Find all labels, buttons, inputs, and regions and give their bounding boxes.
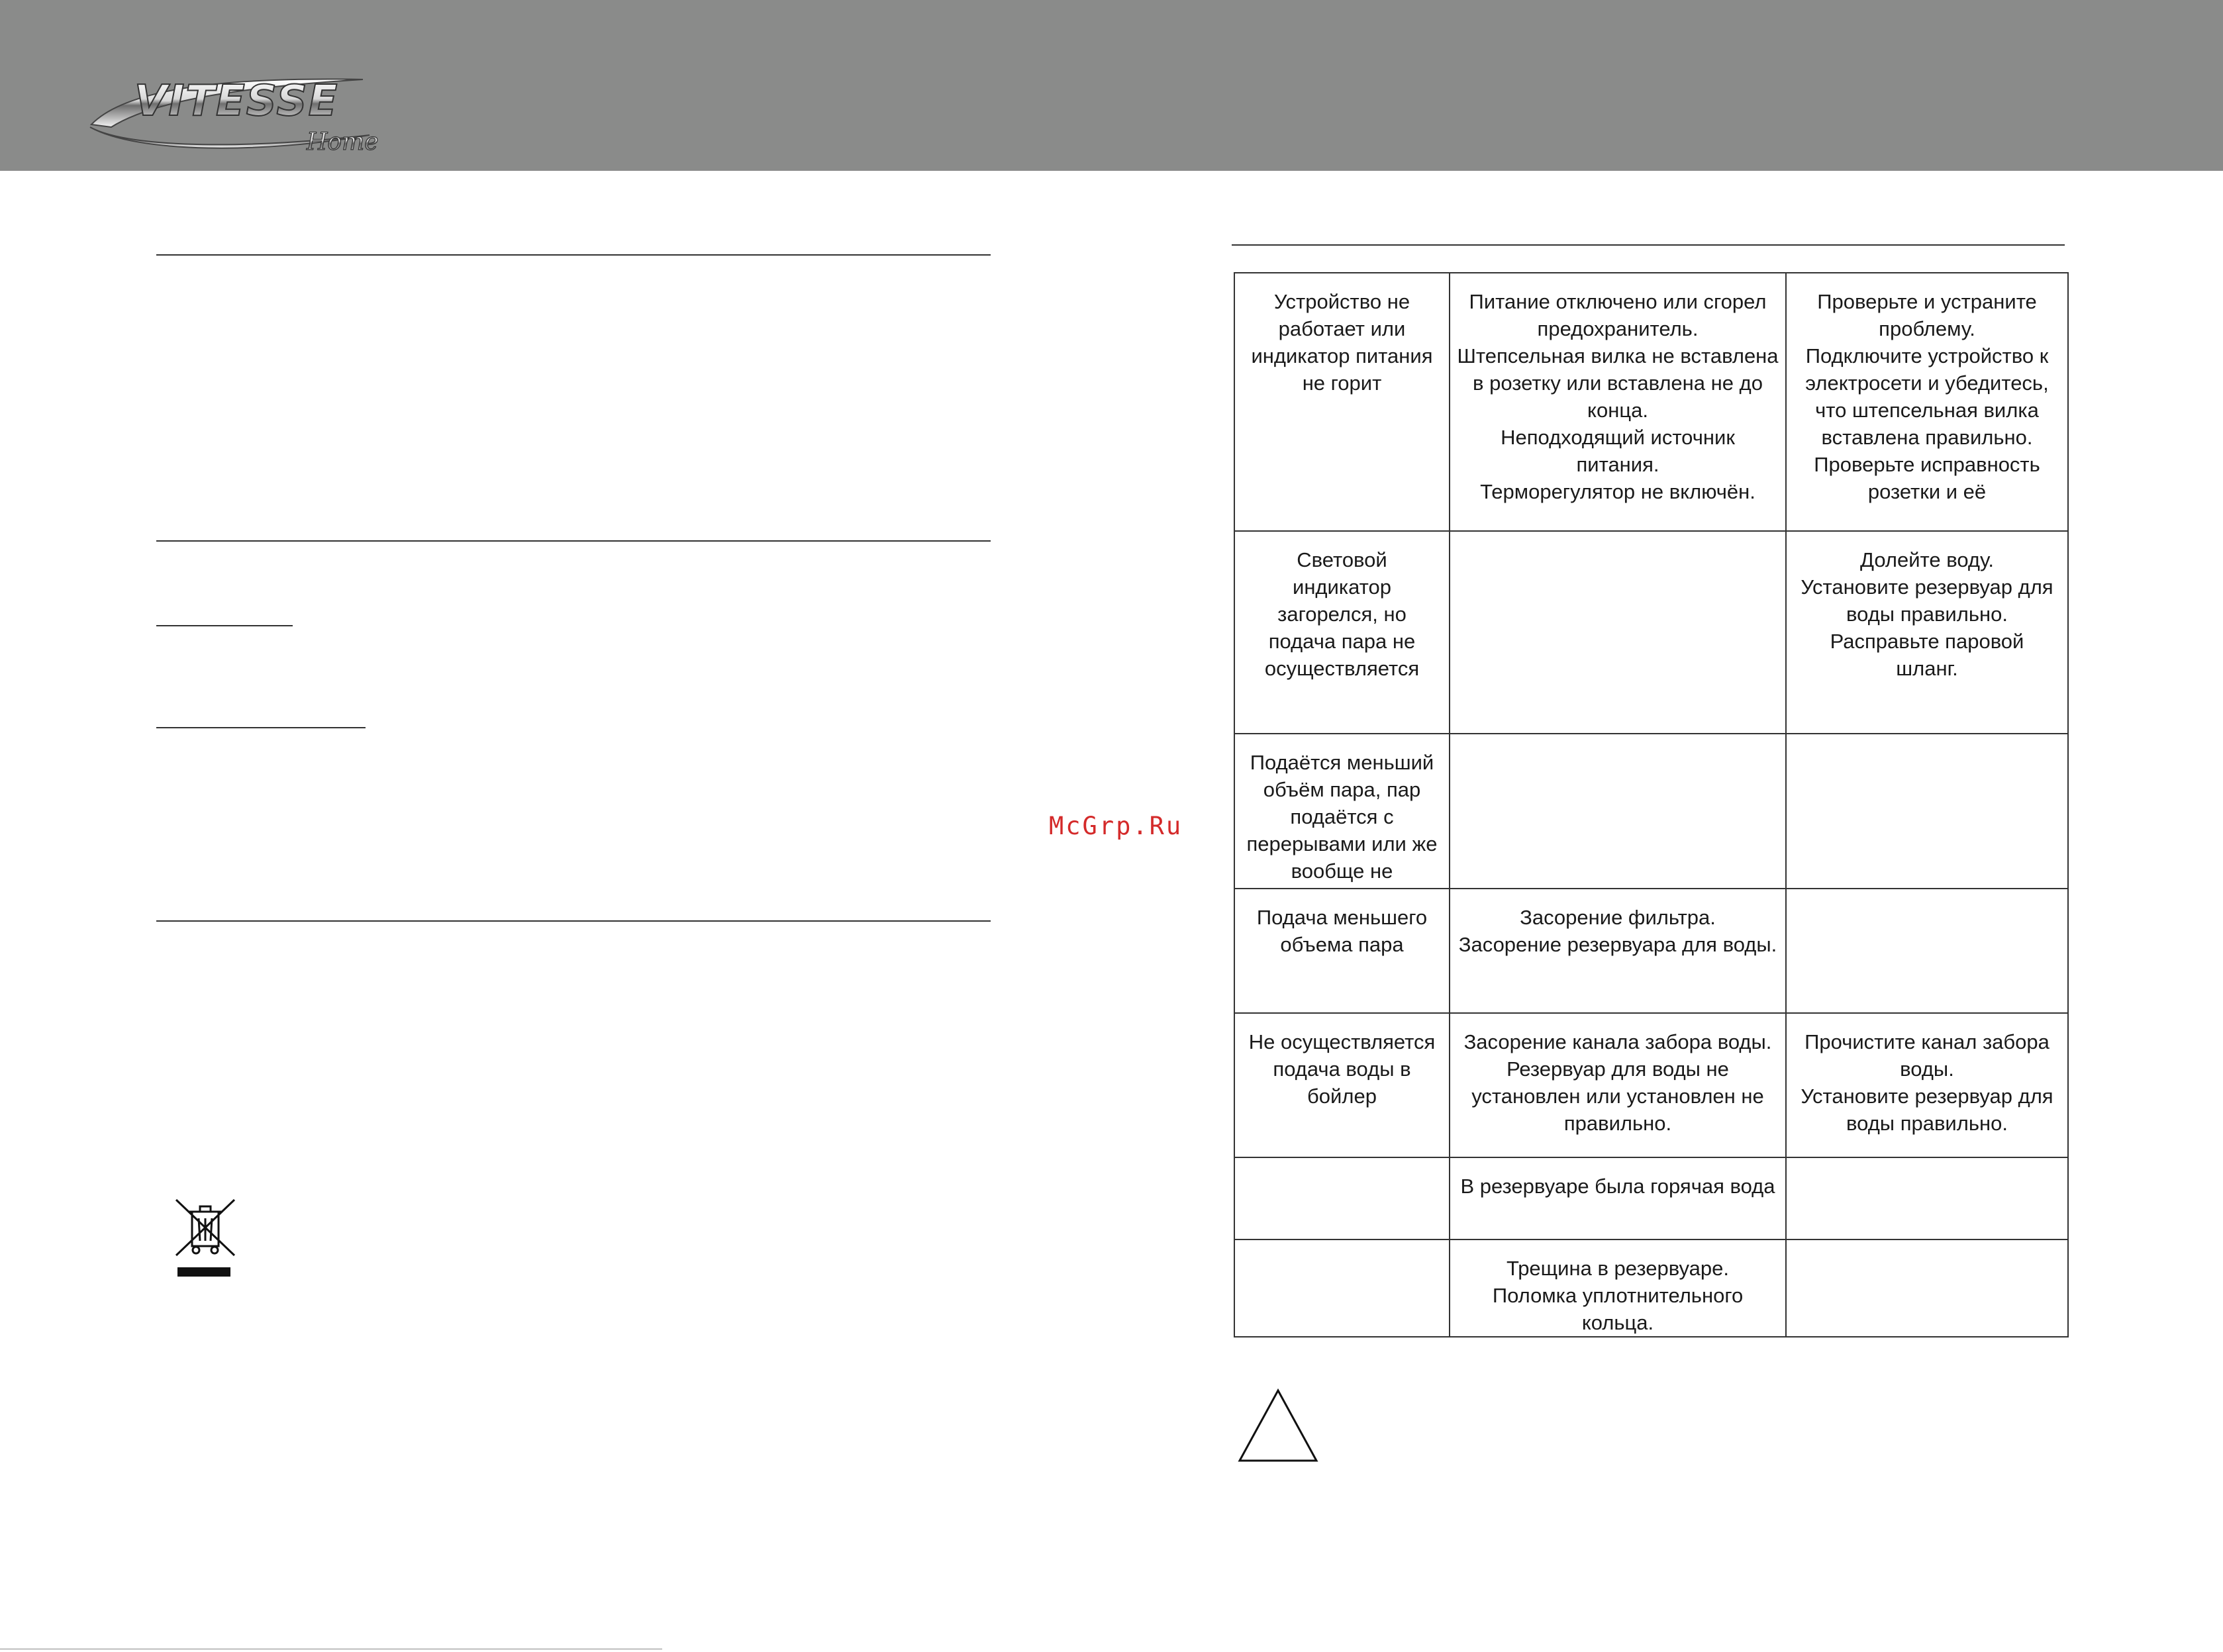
problem-cell: Не осуществляется подача воды в бойлер bbox=[1234, 1013, 1450, 1157]
solution-cell: Проверьте и устраните проблему. Подключите устройство к электросети и убедитесь, что штепсельная вилка вставлена правильно. Проверьте исправность розетки и её bbox=[1786, 273, 2068, 531]
right-rule-1 bbox=[1232, 244, 2065, 246]
warning-triangle-icon bbox=[1237, 1388, 1319, 1463]
table-row bbox=[1234, 273, 2068, 531]
table-row bbox=[1234, 889, 2068, 1013]
left-rule-1 bbox=[156, 254, 991, 256]
problem-cell: Подаётся меньший объём пара, пар подаётся с перерывами или же вообще не bbox=[1234, 734, 1450, 889]
cause-cell: Засорение фильтра. Засорение резервуара для воды. bbox=[1450, 889, 1786, 1013]
table-row bbox=[1234, 734, 2068, 889]
cause-cell: Питание отключено или сгорел предохранитель. Штепсельная вилка не вставлена в розетку или вставлена не до конца. Неподходящий источник питания. Терморегулятор не включён. bbox=[1450, 273, 1786, 531]
left-rule-2 bbox=[156, 540, 991, 542]
crossed-out-wheelie-bin-icon bbox=[173, 1197, 237, 1281]
cause-cell: В резервуаре была горячая вода bbox=[1450, 1157, 1786, 1239]
left-rule-short-1 bbox=[156, 625, 293, 626]
table-row bbox=[1234, 1013, 2068, 1157]
problem-cell: Устройство не работает или индикатор питания не горит bbox=[1234, 273, 1450, 531]
solution-cell: Прочистите канал забора воды. Установите резервуар для воды правильно. bbox=[1786, 1013, 2068, 1157]
cause-cell bbox=[1450, 734, 1786, 889]
watermark-text: McGrp.Ru bbox=[1049, 812, 1183, 840]
vitesse-logo-graphic bbox=[85, 64, 403, 163]
problem-cell bbox=[1234, 1157, 1450, 1239]
vitesse-logo bbox=[85, 64, 403, 163]
left-rule-3 bbox=[156, 920, 991, 922]
solution-cell bbox=[1786, 1239, 2068, 1337]
cause-cell: Трещина в резервуаре. Поломка уплотнительного кольца. bbox=[1450, 1239, 1786, 1337]
solution-cell: Долейте воду. Установите резервуар для воды правильно. Расправьте паровой шланг. bbox=[1786, 531, 2068, 734]
troubleshooting-table bbox=[1234, 272, 2069, 1337]
page-header bbox=[0, 0, 2223, 171]
svg-text:VITESSE: VITESSE bbox=[134, 77, 339, 126]
solution-cell bbox=[1786, 889, 2068, 1013]
cause-cell: Засорение канала забора воды. Резервуар для воды не установлен или установлен не правильно. bbox=[1450, 1013, 1786, 1157]
solution-cell bbox=[1786, 1157, 2068, 1239]
problem-cell bbox=[1234, 1239, 1450, 1337]
solution-cell bbox=[1786, 734, 2068, 889]
problem-cell: Подача меньшего объема пара bbox=[1234, 889, 1450, 1013]
table-row bbox=[1234, 1239, 2068, 1337]
cause-cell bbox=[1450, 531, 1786, 734]
svg-text:Home: Home bbox=[307, 128, 379, 156]
table-row bbox=[1234, 1157, 2068, 1239]
problem-cell: Световой индикатор загорелся, но подача пара не осуществляется bbox=[1234, 531, 1450, 734]
left-rule-short-2 bbox=[156, 727, 366, 728]
table-row bbox=[1234, 531, 2068, 734]
